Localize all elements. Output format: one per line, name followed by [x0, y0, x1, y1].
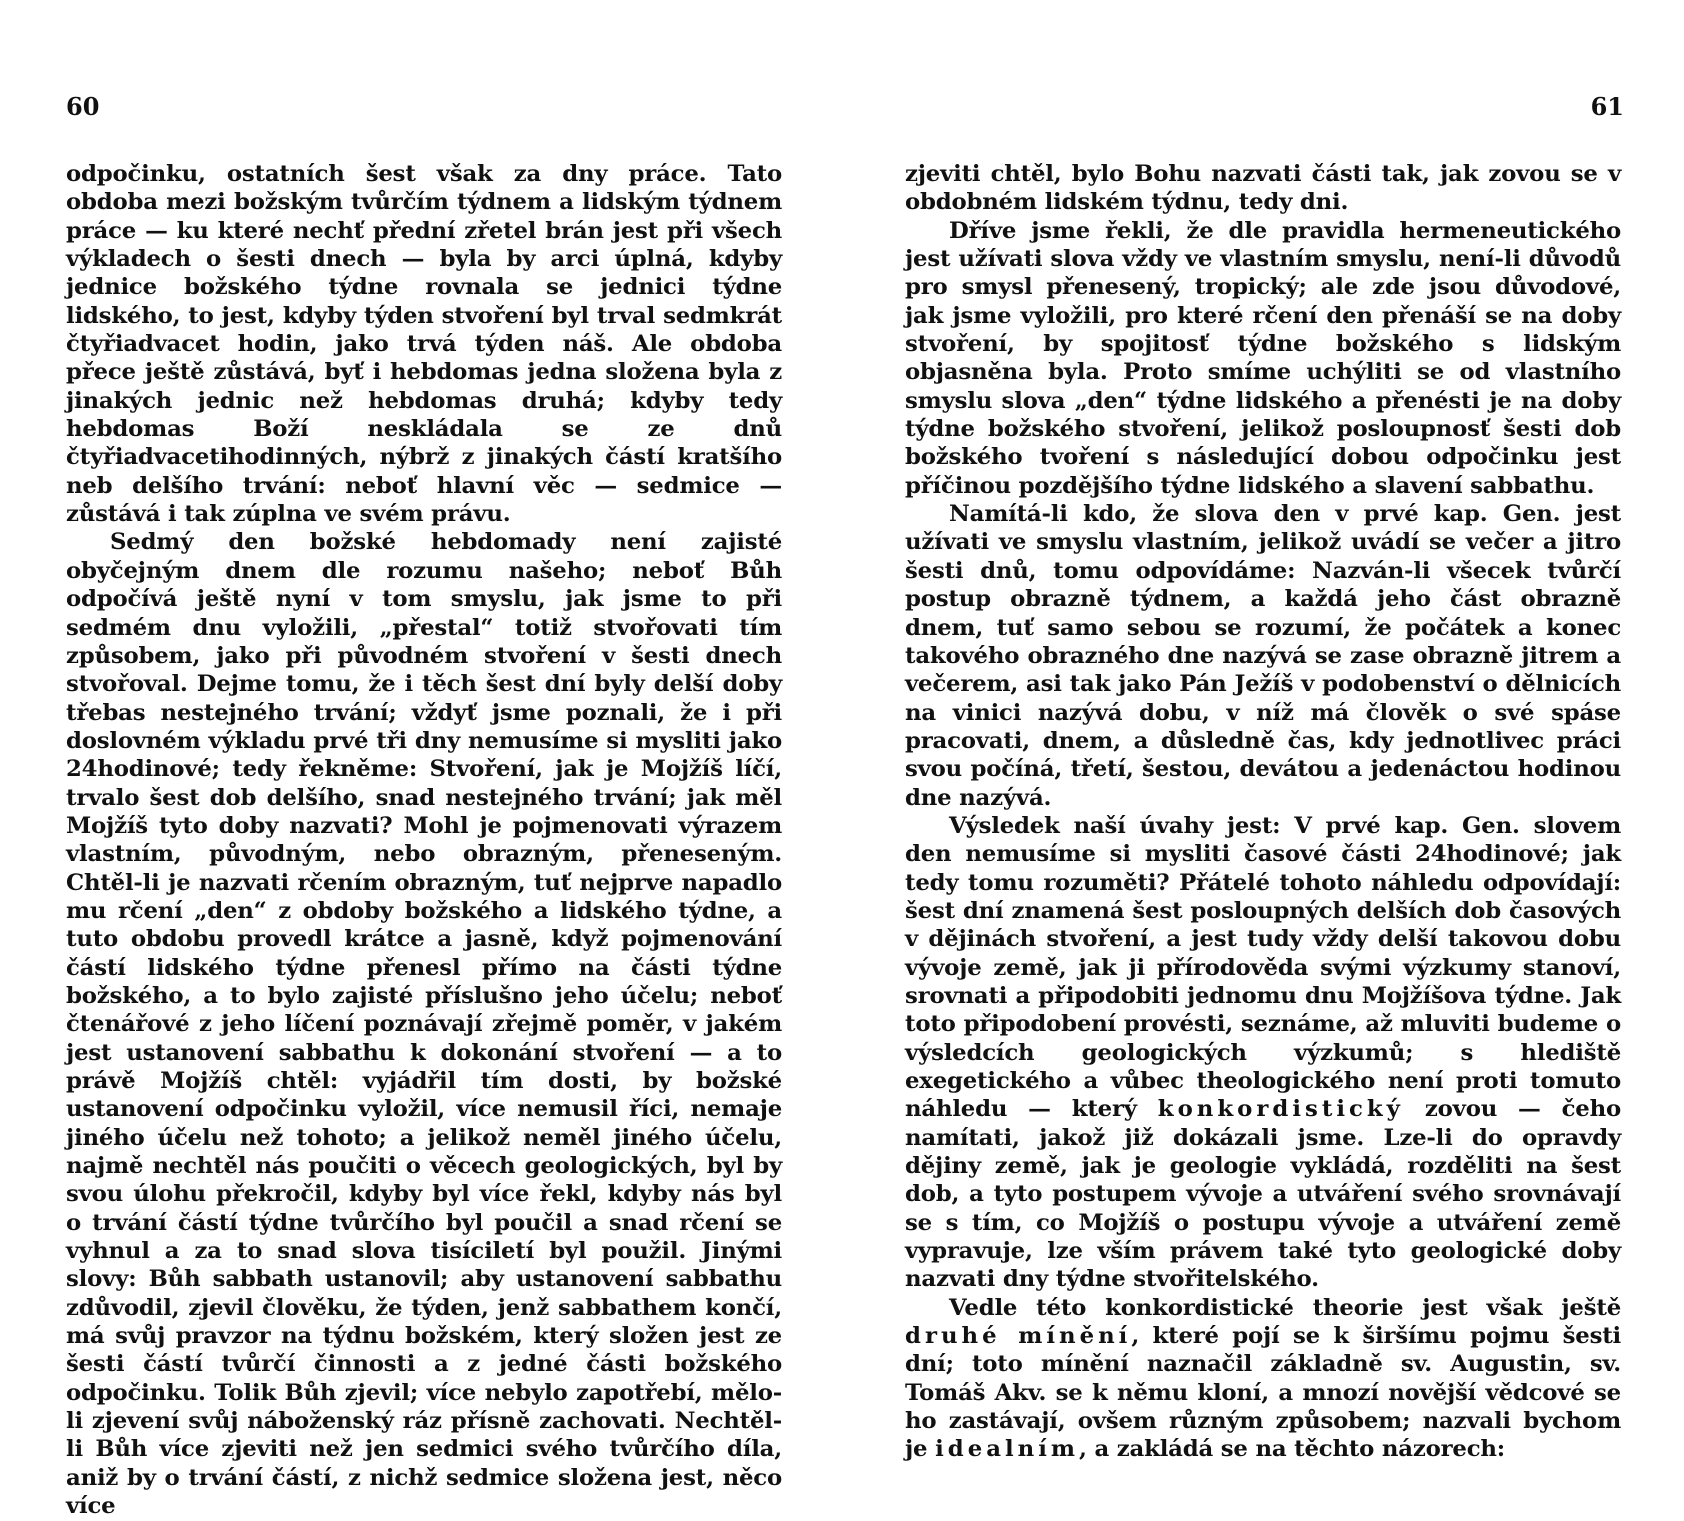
left-page: [0, 0, 842, 1520]
paragraph-text: , které pojí se k širšímu pojmu šesti dní; toto mínění naznačil základně sv. Augustin, sv. Tomáš Akv. se k němu kloní, a mnozí novější vědcové se ho zastávají, ovšem různým způsobem; nazvali bychom je: [905, 1323, 1621, 1463]
paragraph-text: Vedle této konkordistické theorie jest však ještě: [949, 1294, 1621, 1321]
paragraph-text: , a zakládá se na těchto názorech:: [1079, 1436, 1505, 1463]
paragraph: zjeviti chtěl, bylo Bohu nazvati části tak, jak zovou se v obdobném lidském týdnu, tedy dni.: [905, 161, 1621, 216]
spaced-term: idealním: [935, 1436, 1080, 1463]
spaced-term: konkordistický: [1157, 1096, 1404, 1123]
paragraph-text: zovou — čeho namítati, jakož již dokázali jsme. Lze-li do opravdy dějiny země, jak je geologie vykládá, rozděliti na šest dob, a tyto postupem vývoje a utváření svého srovnávají se s tím, co Mojžíš o postupu vývoje a utváření země vypravuje, lze vším právem také tyto geologické doby nazvati dny týdne stvořitelského.: [905, 1096, 1621, 1293]
page-number: 60: [66, 92, 100, 121]
paragraph: [905, 1294, 1621, 1464]
paragraph: odpočinku, ostatních šest však za dny práce. Tato obdoba mezi božským tvůrčím týdnem a lidským týdnem práce — ku které nechť přední zřetel brán jest při všech výkladech o šesti dnech — byla by arci úplná, kdyby jednice božského týdne rovnala se jednici týdne lidského, to jest, kdyby týden stvoření byl trval sedmkrát čtyřiadvacet hodin, jako trvá týden náš. Ale obdoba přece ještě zůstává, byť i hebdomas jedna složena byla z jinakých jednic než hebdomas druhá; kdyby tedy hebdomas Boží neskládala se ze dnů čtyřiadvacetihodinných, nýbrž z jinakých částí kratšího neb delšího trvání: neboť hlavní věc — sedmice — zůstává i tak zúplna ve svém právu.: [66, 161, 782, 528]
page-number: 61: [1590, 92, 1624, 121]
paragraph: [905, 812, 1621, 1294]
paragraph: Sedmý den božské hebdomady není zajisté obyčejným dnem dle rozumu našeho; neboť Bůh odpočívá ještě nyní v tom smyslu, jak jsme to při sedmém dnu vyložili, „přestal“ totiž stvořovati tím způsobem, jako při původném stvoření v šesti dnech stvořoval. Dejme tomu, že i těch šest dní byly delší doby třebas nestejného trvání; vždyť jsme poznali, že i při doslovném výkladu prvé tři dny nemusíme si mysliti jako 24hodinové; tedy řekněme: Stvoření, jak je Mojžíš líčí, trvalo šest dob delšího, snad nestejného trvání; jak měl Mojžíš tyto doby nazvati? Mohl je pojmenovati výrazem vlastním, původným, nebo obrazným, přeneseným. Chtěl-li je nazvati rčením obrazným, tuť nejprve napadlo mu rčení „den“ z obdoby božského a lidského týdne, a tuto obdobu provedl krátce a jasně, když pojmenování částí lidského týdne přenesl přímo na části týdne božského, a to bylo zajisté příslušno jeho účelu; neboť čtenářové z jeho líčení poznávají zřejmě poměr, v jakém jest ustanovení sabbathu k dokonání stvoření — a to právě Mojžíš chtěl: vyjádřil tím dosti, by božské ustanovení odpočinku vyložil, více nemusil říci, nemaje jiného účelu než tohoto; a jelikož neměl jiného účelu, najmě nechtěl nás poučiti o věcech geologických, byl by svou úlohu překročil, kdyby byl více řekl, kdyby nás byl o trvání částí týdne tvůrčího byl poučil a snad rčení se vyhnul a za to snad slova tisíciletí byl použil. Jinými slovy: Bůh sabbath ustanovil; aby ustanovení sabbathu zdůvodil, zjevil člověku, že týden, jenž sabbathem končí, má svůj pravzor na týdnu božském, který složen jest ze šesti částí tvůrčí činnosti a z jedné části božského odpočinku. Tolik Bůh zjevil; více nebylo zapotřebí, mělo-li zjevení svůj náboženský ráz přísně zachovati. Nechtěl-li Bůh více zjeviti než jen sedmici svého tvůrčího díla, aniž by o trvání částí, z nichž sedmice složena jest, něco více: [66, 529, 782, 1520]
text-column: [905, 160, 1621, 1464]
text-column: [66, 160, 782, 1521]
paragraph-text: Výsledek naší úvahy jest: V prvé kap. Gen. slovem den nemusíme si mysliti časové části 24hodinové; jak tedy tomu rozuměti? Přátelé tohoto náhledu odpovídají: šest dní znamená šest posloupných delších dob časových v dějinách stvoření, a jest tudy vždy delší takovou dobu vývoje země, jak ji přírodověda svými výzkumy stanoví, srovnati a připodobiti jednomu dnu Mojžíšova týdne. Jak toto připodobení provésti, seznáme, až mluviti budeme o výsledcích geologických výzkumů; s hlediště exegetického a vůbec theologického není proti tomuto náhledu — který: [905, 812, 1621, 1123]
right-page: [842, 0, 1684, 1500]
paragraph: Dříve jsme řekli, že dle pravidla hermeneutického jest užívati slova vždy ve vlastním smyslu, není-li důvodů pro smysl přenesený, tropický; ale zde jsou důvodové, jak jsme vyložili, pro které rčení den přenáší se na doby stvoření, by spojitosť týdne božského s lidským objasněna byla. Proto smíme uchýliti se od vlastního smyslu slova „den“ týdne lidského a přenésti je na doby týdne božského stvoření, jelikož posloupnosť šesti dob božského tvoření s následující dobou odpočinku jest příčinou pozdějšího týdne lidského a slavení sabbathu.: [905, 217, 1621, 499]
paragraph: Namítá-li kdo, že slova den v prvé kap. Gen. jest užívati ve smyslu vlastním, jelikož uvádí se večer a jitro šesti dnů, tomu odpovídáme: Nazván-li všecek tvůrčí postup obrazně týdnem, a každá jeho část obrazně dnem, tuť samo sebou se rozumí, že počátek a konec takového obrazného dne nazývá se zase obrazně jitrem a večerem, asi tak jako Pán Ježíš v podobenství o dělnicích na vinici nazývá dobu, v níž má člověk o své spáse pracovati, dnem, a důsledně čas, kdy jednotlivec práci svou počíná, třetí, šestou, devátou a jedenáctou hodinou dne nazývá.: [905, 501, 1621, 811]
spaced-term: druhé mínění: [905, 1323, 1132, 1350]
